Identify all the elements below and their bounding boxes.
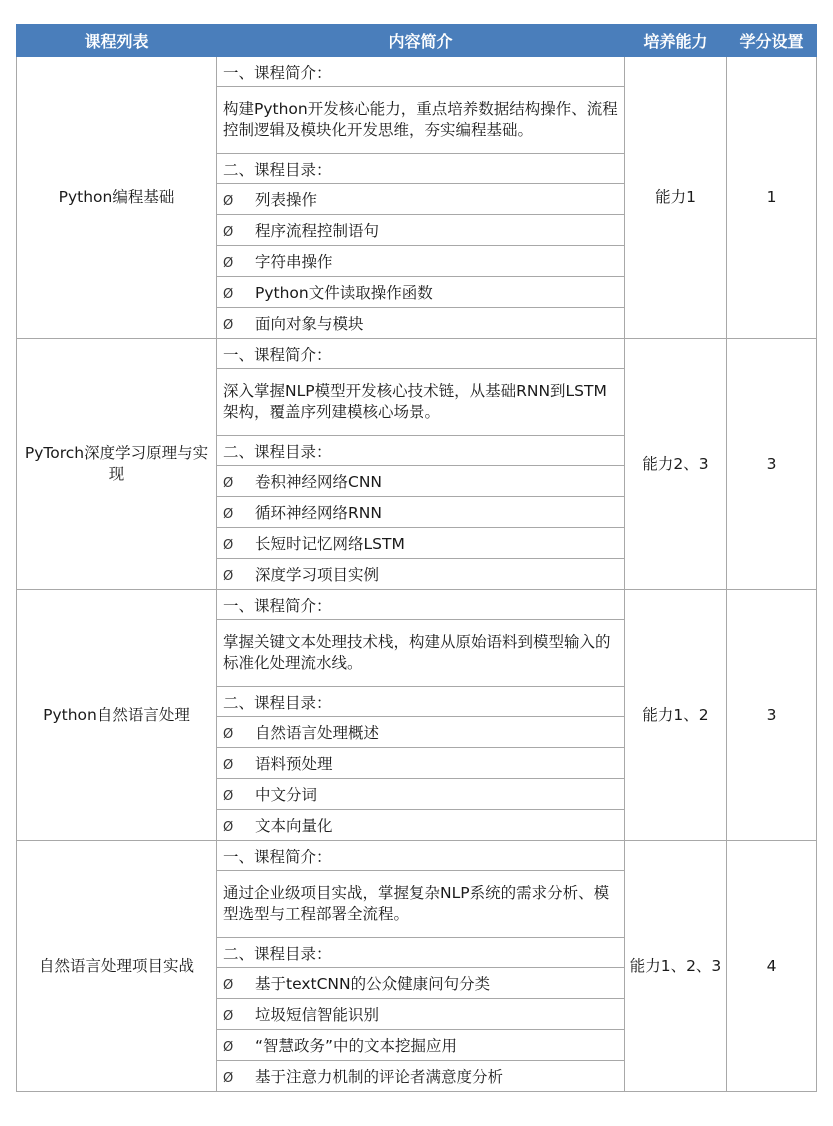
catalog-item [217,559,625,590]
catalog-item [217,308,625,339]
bullet-icon: Ø [223,1040,234,1055]
catalog-item-label: 垃圾短信智能识别 [255,1006,380,1024]
bullet-icon: Ø [223,727,234,742]
catalog-item-label: 自然语言处理概述 [255,724,380,742]
catalog-item [217,779,625,810]
catalog-item [217,184,625,215]
course-row [17,57,817,87]
catalog-item-label: 文本向量化 [255,817,333,835]
intro-heading: 一、课程简介： [217,57,625,87]
catalog-item-label: 基于textCNN的公众健康问句分类 [255,975,491,993]
catalog-heading: 二、课程目录： [217,687,625,717]
bullet-icon: Ø [223,1009,234,1024]
course-row [17,339,817,369]
catalog-heading: 二、课程目录： [217,154,625,184]
intro-text: 深入掌握NLP模型开发核心技术链，从基础RNN到LSTM架构，覆盖序列建模核心场景。 [217,369,625,436]
catalog-item-label: 卷积神经网络CNN [255,473,383,491]
header-course-list: 课程列表 [17,25,217,57]
intro-heading: 一、课程简介： [217,339,625,369]
bullet-icon: Ø [223,225,234,240]
catalog-item [217,1061,625,1092]
catalog-item-label: 中文分词 [255,786,318,804]
bullet-icon: Ø [223,476,234,491]
catalog-item-label: 程序流程控制语句 [255,222,380,240]
bullet-icon: Ø [223,789,234,804]
catalog-item-label: 循环神经网络RNN [255,504,382,522]
intro-text: 掌握关键文本处理技术栈，构建从原始语料到模型输入的标准化处理流水线。 [217,620,625,687]
bullet-icon: Ø [223,194,234,209]
ability-cell: 能力1、2 [625,590,727,841]
catalog-item [217,466,625,497]
intro-heading: 一、课程简介： [217,590,625,620]
catalog-item-label: 面向对象与模块 [255,315,364,333]
ability-cell: 能力1 [625,57,727,339]
course-name: Python自然语言处理 [17,590,217,841]
catalog-item [217,246,625,277]
bullet-icon: Ø [223,1071,234,1086]
catalog-item [217,528,625,559]
catalog-item [217,748,625,779]
catalog-heading: 二、课程目录： [217,938,625,968]
catalog-item [217,497,625,528]
header-row [17,25,817,57]
course-name: PyTorch深度学习原理与实现 [17,339,217,590]
credit-cell: 3 [727,339,817,590]
ability-cell: 能力2、3 [625,339,727,590]
bullet-icon: Ø [223,978,234,993]
bullet-icon: Ø [223,538,234,553]
credit-cell: 3 [727,590,817,841]
intro-text: 构建Python开发核心能力，重点培养数据结构操作、流程控制逻辑及模块化开发思维，夯实编程基础。 [217,87,625,154]
catalog-item [217,277,625,308]
bullet-icon: Ø [223,256,234,271]
bullet-icon: Ø [223,318,234,333]
course-name: Python编程基础 [17,57,217,339]
catalog-item-label: 深度学习项目实例 [255,566,380,584]
course-table [16,24,817,1092]
catalog-item-label: 长短时记忆网络LSTM [255,535,405,553]
catalog-item [217,717,625,748]
catalog-item-label: 字符串操作 [255,253,333,271]
catalog-item [217,810,625,841]
catalog-item [217,215,625,246]
course-name: 自然语言处理项目实战 [17,841,217,1092]
intro-heading: 一、课程简介： [217,841,625,871]
catalog-item-label: “智慧政务”中的文本挖掘应用 [255,1037,458,1055]
bullet-icon: Ø [223,507,234,522]
course-row [17,590,817,620]
catalog-item-label: 基于注意力机制的评论者满意度分析 [255,1068,504,1086]
bullet-icon: Ø [223,287,234,302]
course-row [17,841,817,871]
header-credit: 学分设置 [727,25,817,57]
course-table-body [17,57,817,1092]
catalog-item [217,999,625,1030]
catalog-heading: 二、课程目录： [217,436,625,466]
catalog-item [217,968,625,999]
catalog-item-label: 语料预处理 [255,755,333,773]
credit-cell: 1 [727,57,817,339]
bullet-icon: Ø [223,569,234,584]
catalog-item-label: 列表操作 [255,191,318,209]
ability-cell: 能力1、2、3 [625,841,727,1092]
bullet-icon: Ø [223,820,234,835]
catalog-item [217,1030,625,1061]
bullet-icon: Ø [223,758,234,773]
header-ability: 培养能力 [625,25,727,57]
header-content-intro: 内容简介 [217,25,625,57]
catalog-item-label: Python文件读取操作函数 [255,284,433,302]
intro-text: 通过企业级项目实战，掌握复杂NLP系统的需求分析、模型选型与工程部署全流程。 [217,871,625,938]
credit-cell: 4 [727,841,817,1092]
